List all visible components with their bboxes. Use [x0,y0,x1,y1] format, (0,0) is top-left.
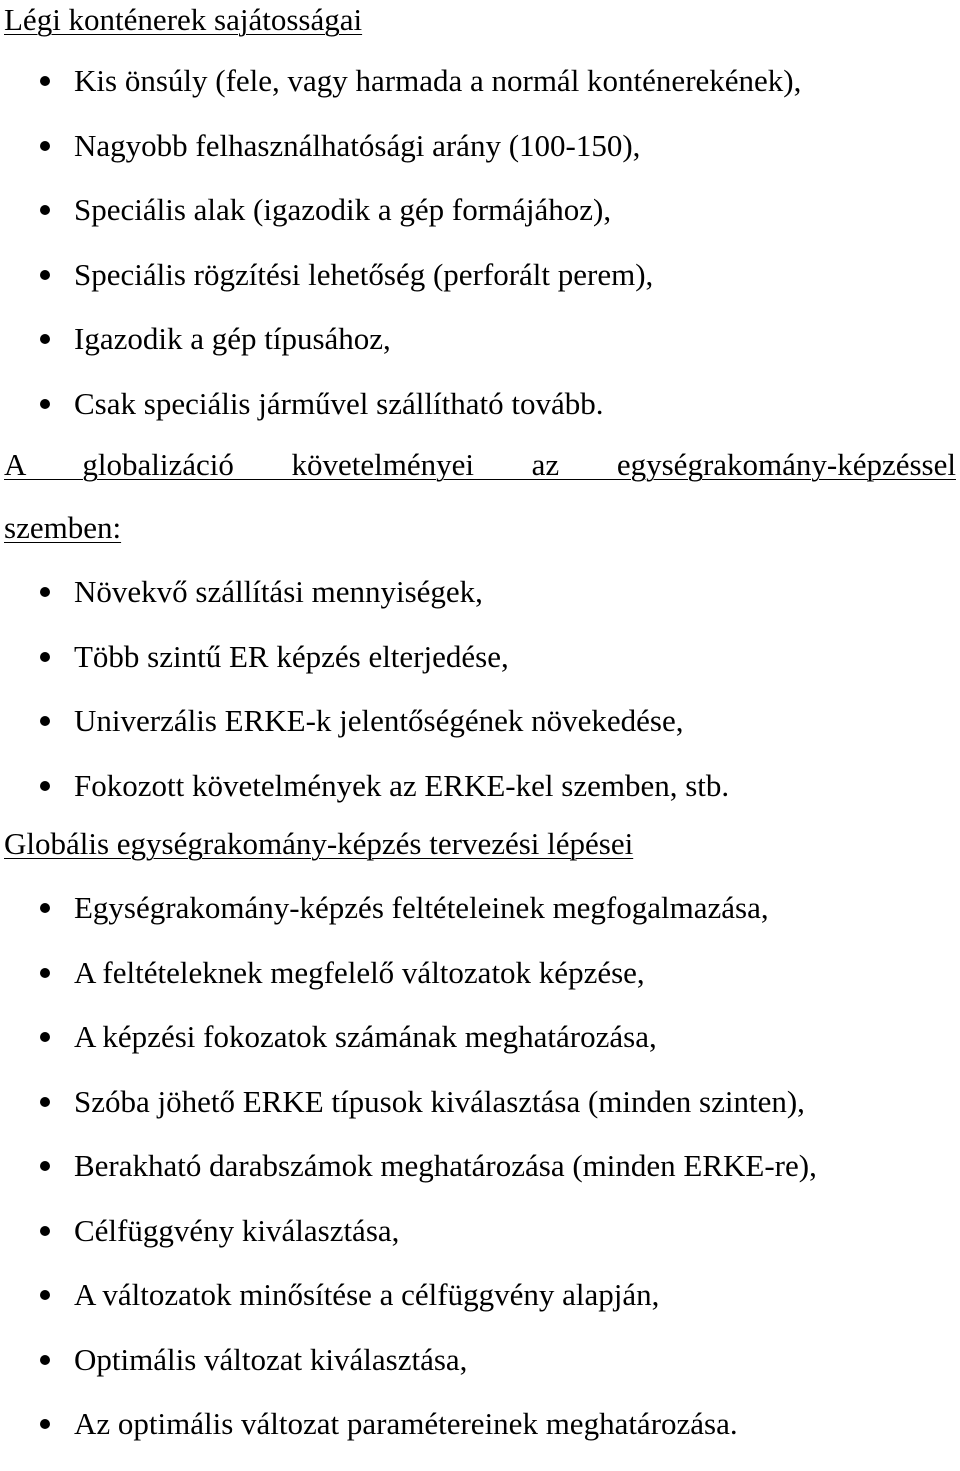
bullet-icon [40,781,50,791]
bullet-icon [40,205,50,215]
section-heading-planning-steps: Globális egységrakomány-képzés tervezési lépései [4,826,634,861]
bullet-icon [40,716,50,726]
section-heading-globalization-line2: szemben: [4,510,122,545]
bullet-icon [40,587,50,597]
bullet-icon [40,1161,50,1171]
bullet-icon [40,968,50,978]
section-heading-air-containers: Légi konténerek sajátosságai [4,2,363,37]
bullet-icon [40,1290,50,1300]
bullet-icon [40,1419,50,1429]
bullet-icon [40,334,50,344]
bullet-icon [40,1355,50,1365]
bullet-icon [40,652,50,662]
bullet-icon [40,903,50,913]
document-page: Légi konténerek sajátosságai Kis önsúly (fele, vagy harmada a normál konténerekének), Nagyobb felhasználhatósági arány (100-150), Speciális alak (igazodik a gép formájához), Speciális rögzítési lehetőség (perforált perem), Igazodik a gép típusához, Csak speciális járművel szállítható tovább. A globalizáció követelményei az egységrakomány-képzéssel szemben: Növekvő szállítási mennyiségek, Több szintű ER képzés elterjedése, Univerzális ERKE-k jelentőségének növekedése, Fokozott követelmények az ERKE-kel szemben, stb. Globális egységrakomány-képzés tervezési lépései Egységrakomány-képzés feltételeinek megfogalmazása, A feltételeknek megfelelő változatok képzése, A képzési fokozatok számának meghatározása, Szóba jöhető ERKE típusok kiválasztása (minden szinten), Berakható darabszámok meghatározása (minden ERKE-re), Célfüggvény kiválasztása, A változatok minősítése a célfüggvény alapján, Optimális változat kiválasztása, Az optimális változat paramétereinek meghatározása. [4,2,956,1441]
bullet-icon [40,1226,50,1236]
bullet-icon [40,141,50,151]
bullet-icon [40,76,50,86]
bullet-icon [40,270,50,280]
section-heading-globalization-line1: A globalizáció követelményei az egységrakomány-képzéssel [4,447,956,482]
bullet-icon [40,399,50,409]
bullet-icon [40,1032,50,1042]
bullet-icon [40,1097,50,1107]
